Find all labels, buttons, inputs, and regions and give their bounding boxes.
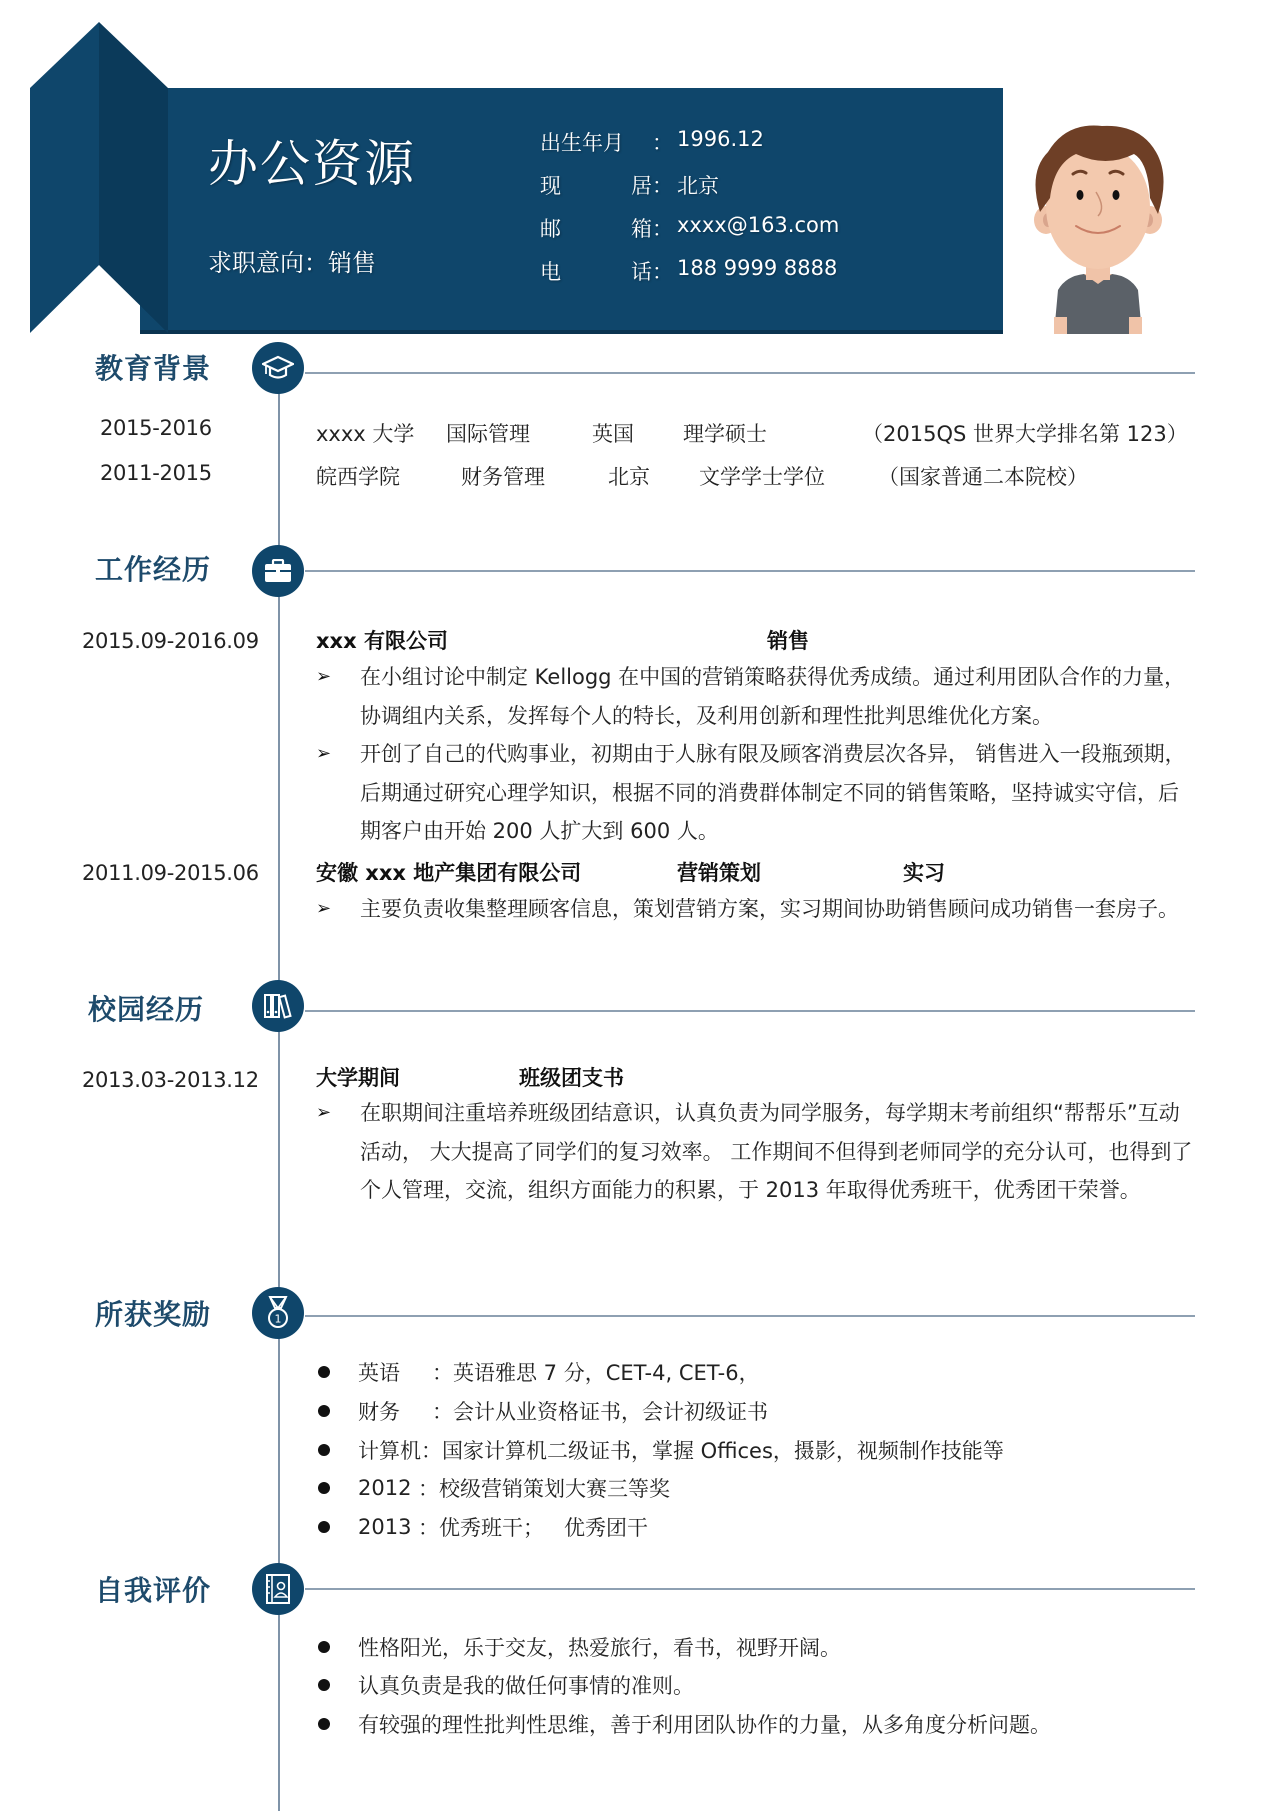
section-title-self: 自我评价	[95, 1574, 212, 1607]
arrow-bullet-icon: ➢	[316, 743, 332, 764]
graduation-cap-icon	[252, 342, 304, 394]
section-title-work: 工作经历	[95, 553, 212, 586]
edu-degree: 文学学士学位	[699, 465, 825, 489]
edu-major: 财务管理	[461, 465, 545, 489]
work-bullet: ➢ 开创了自己的代购事业，初期由于人脉有限及顾客消费层次各异， 销售进入一段瓶颈期， 后期通过研究心理学知识，根据不同的消费群体制定不同的销售策略，坚持诚实守信，后期客户由开始 200 人扩大到 600 人。	[316, 735, 1196, 851]
info-value: 1996.12	[677, 127, 764, 151]
bullet-dot-icon	[318, 1366, 330, 1378]
award-item: 2013 ： 优秀班干； 优秀团干	[318, 1512, 648, 1542]
self-eval-item: 认真负责是我的做任何事情的准则。	[318, 1670, 694, 1700]
edu-note: （国家普通二本院校）	[878, 465, 1088, 489]
section-divider	[305, 1315, 1195, 1317]
job-intent-value: 销售	[328, 249, 376, 277]
award-item: 计算机 ： 国家计算机二级证书，掌握 Offices，摄影，视频制作技能等	[318, 1435, 1004, 1465]
info-email: 邮 箱 ： xxxx@163.com	[540, 213, 840, 241]
award-item: 2012 ： 校级营销策划大赛三等奖	[318, 1473, 670, 1503]
section-title-campus: 校园经历	[88, 993, 205, 1026]
edu-school: xxxx 大学	[316, 422, 415, 446]
edu-note: （2015QS 世界大学排名第 123）	[862, 422, 1188, 446]
binders-icon	[252, 980, 304, 1032]
work-company: xxx 有限公司	[316, 629, 448, 653]
campus-org: 大学期间	[316, 1066, 400, 1090]
bullet-dot-icon	[318, 1444, 330, 1456]
edu-degree: 理学硕士	[683, 422, 767, 446]
bullet-dot-icon	[318, 1405, 330, 1417]
edu-major: 国际管理	[446, 422, 530, 446]
section-divider	[305, 1588, 1195, 1590]
work-bullet: ➢ 主要负责收集整理顾客信息，策划营销方案，实习期间协助销售顾问成功销售一套房子。	[316, 890, 1196, 929]
bullet-dot-icon	[318, 1718, 330, 1730]
contact-book-icon	[252, 1563, 304, 1615]
section-divider	[305, 372, 1195, 374]
info-label: 邮 箱	[540, 217, 652, 241]
candidate-name: 办公资源	[208, 135, 416, 193]
edu-date: 2015-2016	[100, 416, 212, 440]
work-type: 实习	[903, 861, 945, 885]
work-company: 安徽 xxx 地产集团有限公司	[316, 861, 582, 885]
job-intent	[208, 243, 376, 278]
award-item: 财务 ： 会计从业资格证书，会计初级证书	[318, 1396, 768, 1426]
self-eval-item: 有较强的理性批判性思维，善于利用团队协作的力量，从多角度分析问题。	[318, 1709, 1051, 1739]
avatar	[1018, 112, 1178, 334]
arrow-bullet-icon: ➢	[316, 666, 332, 687]
self-eval-item: 性格阳光，乐于交友，热爱旅行，看书，视野开阔。	[318, 1632, 841, 1662]
edu-school: 皖西学院	[316, 465, 400, 489]
work-date: 2015.09-2016.09	[82, 629, 259, 653]
arrow-bullet-icon: ➢	[316, 898, 332, 919]
section-title-awards: 所获奖励	[95, 1298, 212, 1331]
section-divider	[305, 1010, 1195, 1012]
work-bullet: ➢ 在小组讨论中制定 Kellogg 在中国的营销策略获得优秀成绩。通过利用团队合作的力量，协调组内关系，发挥每个人的特长，及利用创新和理性批判思维优化方案。	[316, 658, 1196, 735]
info-value: xxxx@163.com	[677, 213, 840, 237]
info-label: 出生年月	[540, 131, 624, 155]
edu-location: 北京	[608, 465, 650, 489]
work-role: 销售	[767, 629, 809, 653]
arrow-bullet-icon: ➢	[316, 1102, 332, 1123]
info-label: 电 话	[540, 260, 652, 284]
bullet-dot-icon	[318, 1521, 330, 1533]
info-phone: 电 话 ： 188 9999 8888	[540, 256, 838, 284]
info-value: 北京	[677, 174, 719, 198]
bullet-dot-icon	[318, 1482, 330, 1494]
info-label: 现 居	[540, 174, 652, 198]
campus-date: 2013.03-2013.12	[82, 1068, 259, 1092]
bullet-dot-icon	[318, 1641, 330, 1653]
briefcase-icon	[252, 545, 304, 597]
job-intent-label: 求职意向：	[208, 249, 328, 277]
bullet-dot-icon	[318, 1679, 330, 1691]
award-item: 英语 ： 英语雅思 7 分，CET-4, CET-6，	[318, 1357, 760, 1387]
svg-text:1: 1	[274, 1312, 282, 1326]
campus-bullet: ➢ 在职期间注重培养班级团结意识，认真负责为同学服务，每学期末考前组织“帮帮乐”互动活动， 大大提高了同学们的复习效率。 工作期间不但得到老师同学的充分认可，也得到了个人管理，交流，组织方面能力的积累，于 2013 年取得优秀班干，优秀团干荣誉。	[316, 1094, 1196, 1210]
section-divider	[305, 570, 1195, 572]
section-title-education: 教育背景	[95, 352, 212, 385]
work-date: 2011.09-2015.06	[82, 861, 259, 885]
info-residence: 现 居 ： 北京	[540, 170, 719, 200]
medal-icon	[252, 1287, 304, 1339]
edu-location: 英国	[592, 422, 634, 446]
info-birth: 出生年月 ： 1996.12	[540, 127, 764, 155]
work-role: 营销策划	[677, 861, 761, 885]
edu-date: 2011-2015	[100, 461, 212, 485]
info-value: 188 9999 8888	[677, 256, 838, 280]
campus-role: 班级团支书	[519, 1066, 624, 1090]
